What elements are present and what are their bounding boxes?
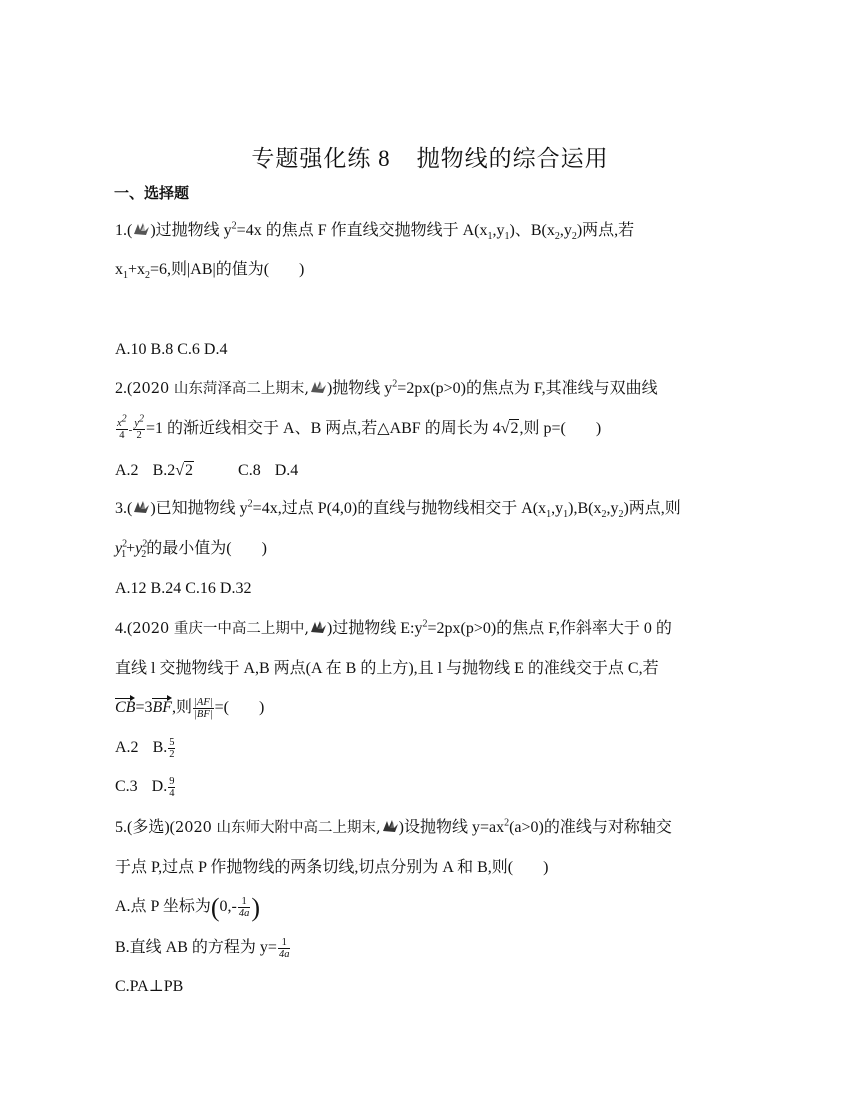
- question-1-line-1: 1.( )过抛物线 $y^2=4x$ 的焦点 F 作直线交抛物线于 $A(x_1,y_1)$、$B(x_2,y_2)$两点,若: [115, 220, 635, 243]
- page-title: [0, 140, 860, 173]
- star-difficulty-icon: [309, 620, 327, 634]
- question-4-options-ab: A.2 B. $\frac{5}{2}$: [115, 737, 175, 760]
- question-5-option-b: B.直线 AB 的方程为 y= $\frac{1}{4a}$: [115, 937, 290, 960]
- question-4-line-2: 直线 l 交抛物线于 A,B 两点(A 在 B 的上方),且 l 与抛物线 E 的准线交于点 C,若: [115, 660, 659, 677]
- question-2-options: A.2 B.2√2 C.8 D.4: [115, 462, 299, 479]
- question-5-line-1: 5.(多选)(2020 山东师大附中高二上期末, )设抛物线 $y=ax^2(a>0)$的准线与对称轴交: [115, 817, 672, 836]
- fraction-x2-4: $\frac{x^2}{4}$: [117, 413, 127, 441]
- question-4-line-3: CB=3BF,则 $\frac{|AF|}{|BF|}$ =( ): [115, 697, 265, 720]
- star-difficulty-icon: [132, 500, 150, 514]
- question-4-line-1: 4.(2020 重庆一中高二上期中, )过抛物线 $E:y^2=2px(p>0)$的焦点 F,作斜率大于 0 的: [115, 618, 672, 637]
- question-1-options: A.10 B.8 C.6 D.4: [115, 341, 228, 358]
- star-difficulty-icon: [132, 222, 150, 236]
- question-2-line-1: 2.(2020 山东菏泽高二上期末, )抛物线 $y^2=2px(p>0)$的焦点为 F,其准线与双曲线: [115, 378, 658, 397]
- question-3-line-1: 3.( )已知抛物线 $y^2=4x$,过点 P(4,0)的直线与抛物线相交于 $A(x_1,y_1),B(x_2,y_2)$两点,则: [115, 498, 681, 521]
- star-difficulty-icon: [381, 819, 399, 833]
- question-5-option-a: A.点 P 坐标为(0,- $\frac{1}{4a}$ ): [115, 893, 261, 923]
- question-5-line-2: 于点 P,过点 P 作抛物线的两条切线,切点分别为 A 和 B,则( ): [115, 859, 549, 876]
- title-sub: 抛物线的综合运用: [416, 146, 609, 171]
- question-1-line-2: $x_1+x_2=6$,则|AB|的值为( ): [115, 261, 305, 282]
- sqrt-2: √2: [500, 420, 519, 438]
- question-3-options: A.12 B.24 C.16 D.32: [115, 580, 252, 597]
- question-4-options-cd: C.3 D. $\frac{9}{4}$: [115, 776, 175, 799]
- fraction-y2-2: $\frac{y^2}{2}$: [134, 413, 145, 441]
- question-5-option-c: C.PA⊥PB: [115, 978, 184, 995]
- title-main: 专题强化练 8: [251, 146, 391, 171]
- star-difficulty-icon: [309, 380, 327, 394]
- fraction-af-bf: $\frac{|AF|}{|BF|}$: [194, 697, 213, 720]
- question-2-line-2: $\frac{x^2}{4}$ - $\frac{y^2}{2}$ =1 的渐近线相交于 A、B 两点,若△ABF 的周长为 4√2,则 p=( ): [117, 413, 602, 441]
- section-heading: 一、选择题: [114, 184, 190, 202]
- question-3-line-2: $y^2_1+y^2_2$的最小值为( ): [115, 538, 267, 561]
